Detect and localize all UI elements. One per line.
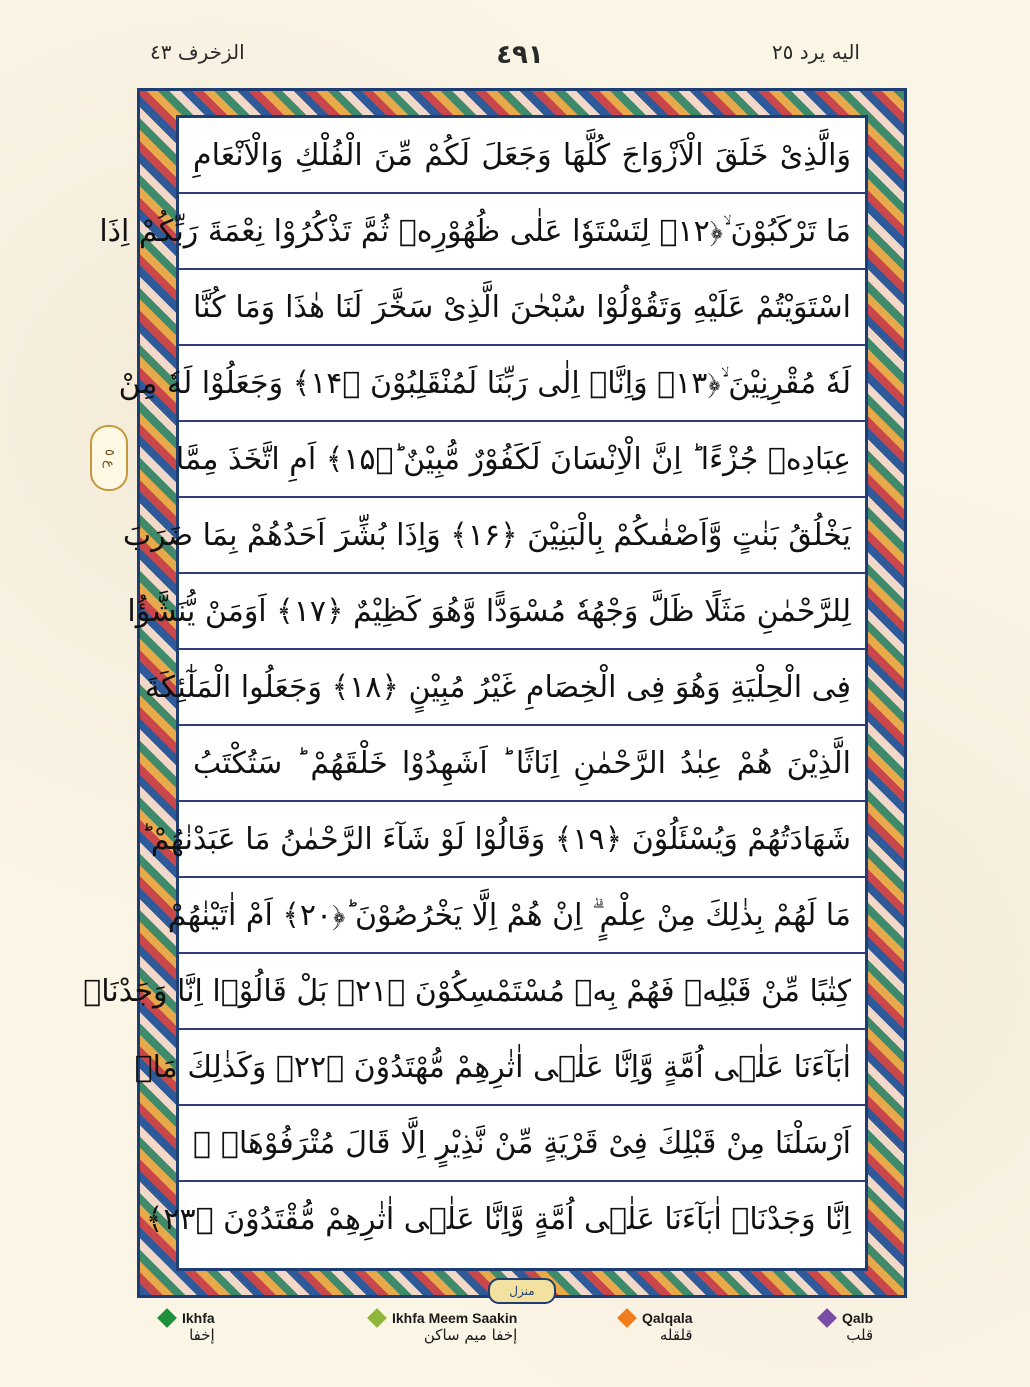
verse-line: اٰبَآءَنَا عَلٰۤی اُمَّةٍ وَّاِنَّا عَلٰۤی اٰثٰرِهِمْ مُّهْتَدُوْنَ ﴿۲۲﴾ وَكَذٰلِكَ مَاۤ [179, 1030, 865, 1106]
legend-arabic-label: إخفا میم ساکن [423, 1326, 518, 1344]
surah-name-header: الزخرف ٤٣ [150, 40, 245, 64]
verse-line: اَرْسَلْنَا مِنْ قَبْلِكَ فِیْ قَرْیَةٍ مِّنْ نَّذِیْرٍ اِلَّا قَالَ مُتْرَفُوْهَاۤ ۙ [179, 1106, 865, 1182]
verse-line: الَّذِیْنَ هُمْ عِبٰدُ الرَّحْمٰنِ اِنَاثًا ؕ اَشَهِدُوْا خَلْقَهُمْ ؕ سَتُكْتَبُ [179, 726, 865, 802]
verse-line: فِی الْحِلْیَةِ وَهُوَ فِی الْخِصَامِ غَیْرُ مُبِیْنٍ ﴿۱۸﴾ وَجَعَلُوا الْمَلٰٓئِكَةَ [179, 650, 865, 726]
legend-arabic-label: قلقله [659, 1326, 693, 1344]
diamond-icon [157, 1308, 177, 1328]
manzil-badge: منزل [488, 1278, 556, 1304]
verse-line: كِتٰبًا مِّنْ قَبْلِهٖ فَهُمْ بِهٖ مُسْتَمْسِكُوْنَ ﴿۲۱﴾ بَلْ قَالُوْۤا اِنَّا وَجَدْنَاۤ [179, 954, 865, 1030]
verse-line: یَخْلُقُ بَنٰتٍ وَّاَصْفٰىكُمْ بِالْبَنِیْنَ ﴿۱۶﴾ وَاِذَا بُشِّرَ اَحَدُهُمْ بِمَا ضَرَبَ [179, 498, 865, 574]
juz-name-header: اليه يرد ٢٥ [771, 40, 860, 64]
page-number: ٤٩١ [496, 40, 544, 70]
verse-line: مَا تَرْكَبُوْنَ ۙ﴿۱۲﴾ لِتَسْتَوٗا عَلٰی ظُهُوْرِهٖ ثُمَّ تَذْكُرُوْا نِعْمَةَ رَبِّكُمْ اِذَا [179, 194, 865, 270]
legend-item-ikhfa-meem-saakin [370, 1310, 517, 1370]
verse-line: اِنَّا وَجَدْنَاۤ اٰبَآءَنَا عَلٰۤی اُمَّةٍ وَّاِنَّا عَلٰۤی اٰثٰرِهِمْ مُّقْتَدُوْنَ ﴿۲۳﴾ [145, 1202, 851, 1237]
ruku-marker: ع ٥ [90, 425, 128, 491]
legend-item-qalqala [620, 1310, 693, 1370]
verse-line: عِبَادِهٖ جُزْءًا ؕ اِنَّ الْاِنْسَانَ لَكَفُوْرٌ مُّبِیْنٌ ؕ﴿۱۵﴾ اَمِ اتَّخَذَ مِمَّا [179, 422, 865, 498]
verse-line: مَا لَهُمْ بِذٰلِكَ مِنْ عِلْمٍ ۗ اِنْ هُمْ اِلَّا یَخْرُصُوْنَ ؕ﴿۲۰﴾ اَمْ اٰتَیْنٰهُمْ [179, 878, 865, 954]
legend-arabic-label: قلب [846, 1326, 874, 1344]
verse-line: لَهٗ مُقْرِنِیْنَ ۙ﴿۱۳﴾ وَاِنَّاۤ اِلٰی رَبِّنَا لَمُنْقَلِبُوْنَ ﴿۱۴﴾ وَجَعَلُوْا لَهٗ مِنْ [179, 346, 865, 422]
legend-arabic-label: إخفا [189, 1326, 215, 1344]
diamond-icon [617, 1308, 637, 1328]
verse-line: لِلرَّحْمٰنِ مَثَلًا ظَلَّ وَجْهُهٗ مُسْوَدًّا وَّهُوَ كَظِیْمٌ ﴿۱۷﴾ اَوَمَنْ یُّنَشَّؤُا [179, 574, 865, 650]
verse-line: وَالَّذِیْ خَلَقَ الْاَزْوَاجَ كُلَّهَا وَجَعَلَ لَكُمْ مِّنَ الْفُلْكِ وَالْاَنْعَامِ [179, 118, 865, 194]
diamond-icon [367, 1308, 387, 1328]
legend-label: Qalb [842, 1310, 874, 1326]
legend-item-ikhfa [160, 1310, 215, 1370]
legend-label: Ikhfa [182, 1310, 215, 1326]
legend-label: Qalqala [642, 1310, 693, 1326]
diamond-icon [817, 1308, 837, 1328]
legend-item-qalb [820, 1310, 873, 1370]
verse-line: اسْتَوَیْتُمْ عَلَیْهِ وَتَقُوْلُوْا سُبْحٰنَ الَّذِیْ سَخَّرَ لَنَا هٰذَا وَمَا كُنَّا [179, 270, 865, 346]
verse-line: شَهَادَتُهُمْ وَیُسْئَلُوْنَ ﴿۱۹﴾ وَقَالُوْا لَوْ شَآءَ الرَّحْمٰنُ مَا عَبَدْنٰهُمْ ؕ [179, 802, 865, 878]
legend-label: Ikhfa Meem Saakin [392, 1310, 518, 1326]
